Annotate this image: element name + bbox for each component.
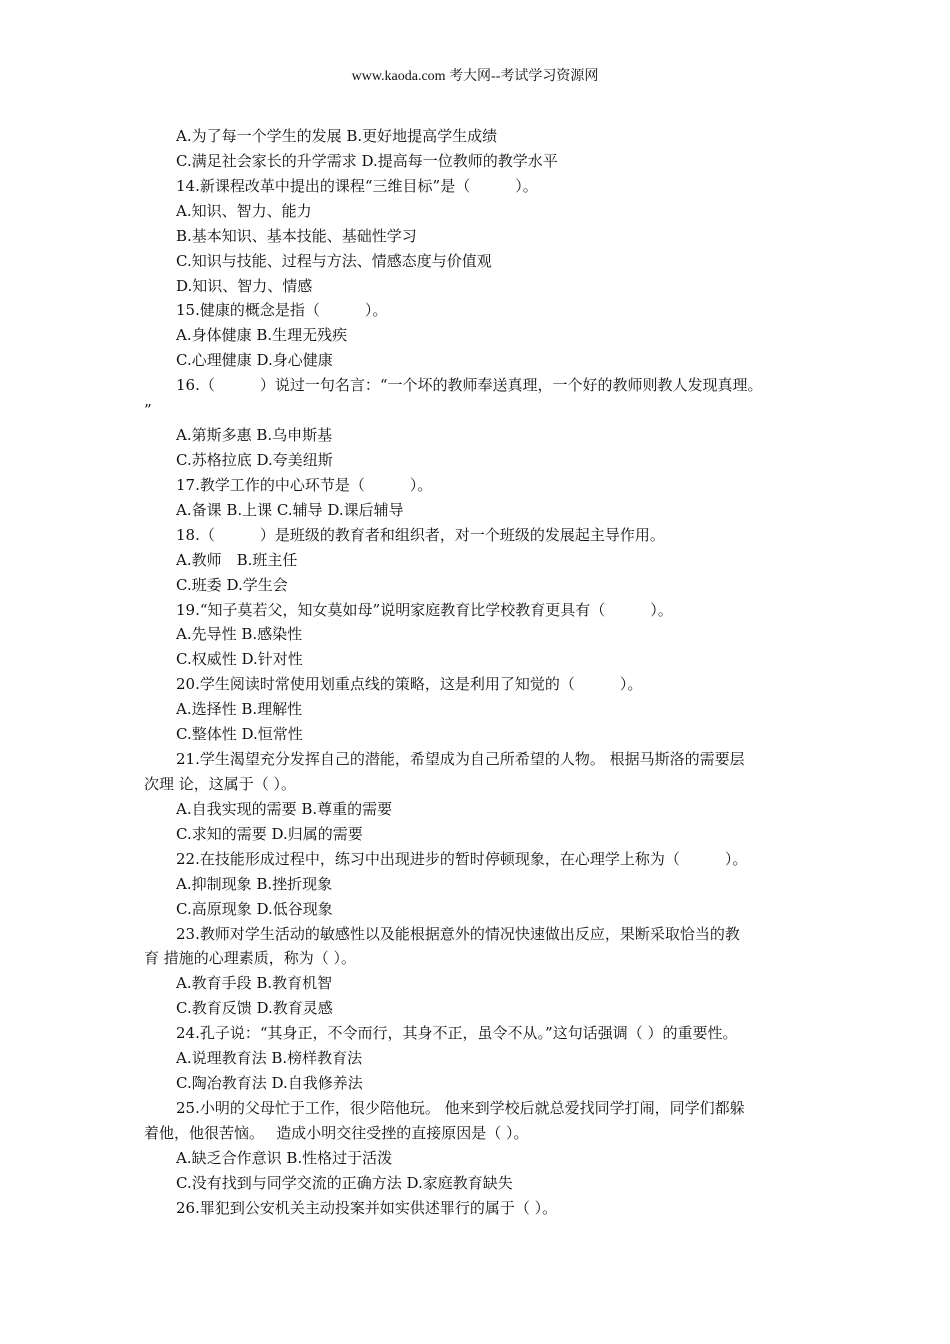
page-header: www.kaoda.com 考大网--考试学习资源网: [351, 69, 599, 84]
text-line: A.抑制现象 B.挫折现象: [176, 874, 333, 893]
text-line: 24.孔子说：“其身正，不令而行，其身不正，虽令不从。”这句话强调（ ）的重要性。: [176, 1024, 738, 1043]
text-line: 22.在技能形成过程中，练习中出现进步的暂时停顿现象，在心理学上称为（ ）。: [176, 849, 748, 868]
text-line: A.选择性 B.理解性: [176, 700, 303, 719]
text-line: C.苏格拉底 D.夸美纽斯: [176, 450, 333, 469]
text-line: A.为了每一个学生的发展 B.更好地提高学生成绩: [176, 127, 498, 145]
text-line: C.知识与技能、过程与方法、情感态度与价值观: [176, 251, 492, 270]
text-line: D.知识、智力、情感: [176, 276, 313, 295]
text-line: 育 措施的心理素质，称为（ ）。: [144, 949, 357, 968]
text-line: C.陶冶教育法 D.自我修养法: [176, 1074, 363, 1093]
text-line: C.班委 D.学生会: [176, 575, 288, 594]
text-line: 着他，他很苦恼。 造成小明交往受挫的直接原因是（ ）。: [144, 1123, 529, 1142]
text-line: 17.教学工作的中心环节是（ ）。: [176, 475, 433, 494]
text-line: A.身体健康 B.生理无残疾: [176, 326, 348, 345]
text-line: 15.健康的概念是指（ ）。: [176, 301, 388, 320]
text-line: B.基本知识、基本技能、基础性学习: [176, 226, 417, 245]
text-line: A.先导性 B.感染性: [176, 625, 303, 644]
text-line: C.整体性 D.恒常性: [176, 725, 303, 744]
text-line: C.心理健康 D.身心健康: [176, 351, 333, 370]
text-line: 23.教师对学生活动的敏感性以及能根据意外的情况快速做出反应，果断采取恰当的教: [176, 924, 740, 943]
text-line: C.求知的需要 D.归属的需要: [176, 824, 363, 843]
text-line: 18.（ ）是班级的教育者和组织者，对一个班级的发展起主导作用。: [176, 525, 665, 544]
text-line: A.教育手段 B.教育机智: [176, 974, 333, 993]
text-line: A.教师 B.班主任: [176, 550, 298, 569]
text-line: C.权威性 D.针对性: [176, 650, 303, 669]
text-line: 19.“知子莫若父，知女莫如母”说明家庭教育比学校教育更具有（ ）。: [176, 600, 673, 619]
text-line: C.高原现象 D.低谷现象: [176, 899, 333, 918]
text-line: 20.学生阅读时常使用划重点线的策略，这是利用了知觉的（ ）。: [176, 675, 643, 694]
text-line: 16.（ ）说过一句名言：“一个坏的教师奉送真理，一个好的教师则教人发现真理。: [176, 376, 763, 395]
text-line: ”: [144, 401, 152, 420]
text-line: C.没有找到与同学交流的正确方法 D.家庭教育缺失: [176, 1173, 513, 1192]
text-line: 26.罪犯到公安机关主动投案并如实供述罪行的属于（ ）。: [176, 1198, 558, 1217]
text-line: C.满足社会家长的升学需求 D.提高每一位教师的教学水平: [176, 151, 558, 170]
text-line: A.自我实现的需要 B.尊重的需要: [176, 799, 393, 818]
document-body: [144, 124, 810, 1221]
text-line: C.教育反馈 D.教育灵感: [176, 999, 333, 1018]
text-line: A.知识、智力、能力: [176, 201, 312, 220]
text-line: 次理 论，这属于（ ）。: [144, 774, 297, 793]
text-line: 25.小明的父母忙于工作，很少陪他玩。 他来到学校后就总爱找同学打闹，同学们都躲: [176, 1098, 745, 1117]
text-line: A.说理教育法 B.榜样教育法: [176, 1049, 363, 1068]
text-line: A.第斯多惠 B.乌申斯基: [176, 426, 333, 445]
text-line: A.备课 B.上课 C.辅导 D.课后辅导: [176, 500, 404, 519]
text-line: A.缺乏合作意识 B.性格过于活泼: [176, 1148, 393, 1167]
text-line: 21.学生渴望充分发挥自己的潜能，希望成为自己所希望的人物。 根据马斯洛的需要层: [176, 750, 745, 769]
text-line: 14.新课程改革中提出的课程“三维目标”是（ ）。: [176, 176, 538, 195]
